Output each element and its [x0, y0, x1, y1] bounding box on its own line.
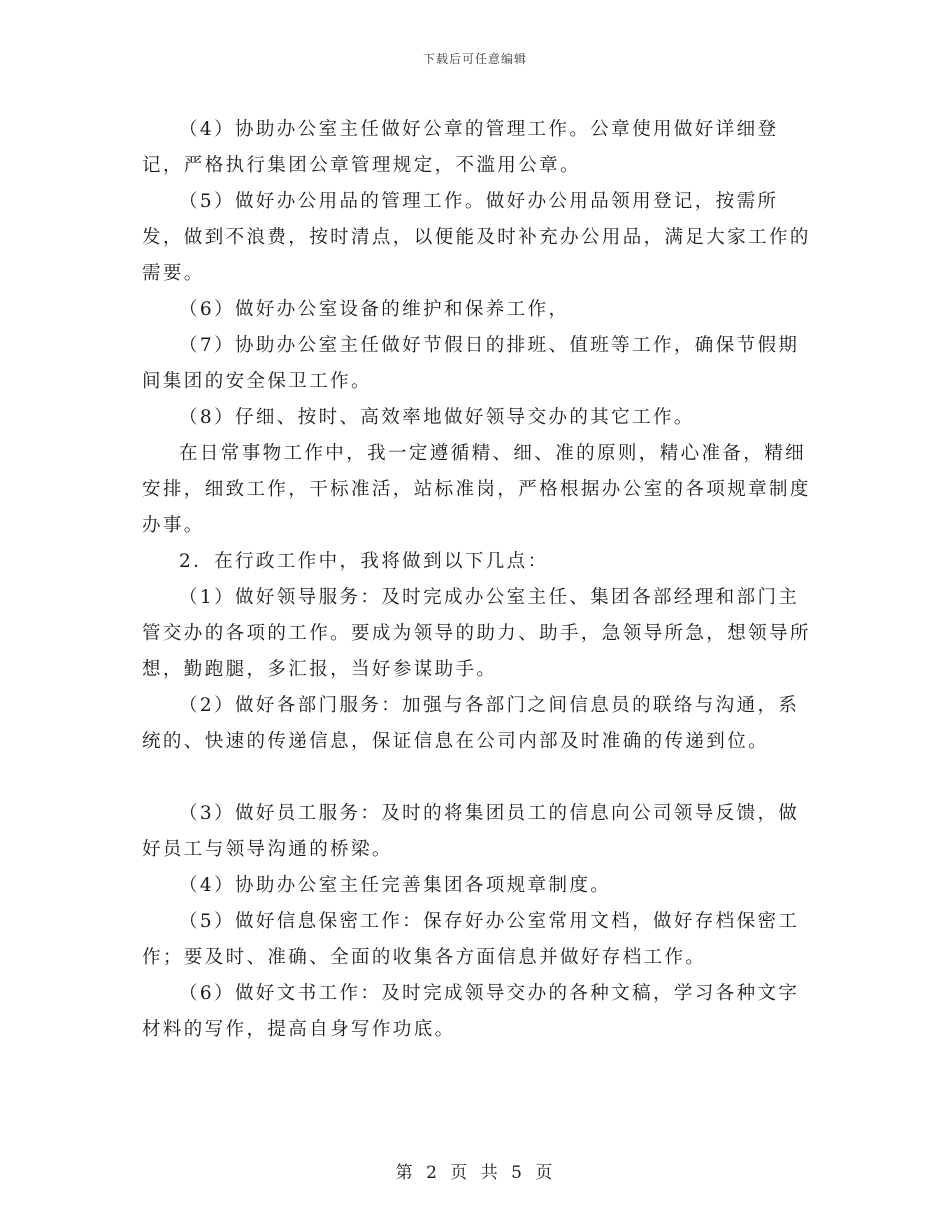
paragraph-admin-item-4: （4）协助办公室主任完善集团各项规章制度。: [179, 875, 612, 896]
paragraph-admin-item-2: （2）做好各部门服务：加强与各部门之间信息员的联络与沟通，系统的、快速的传递信息，保证信息在公司内部及时准确的传递到位。: [142, 695, 800, 752]
paragraph-admin-item-3: （3）做好员工服务：及时的将集团员工的信息向公司领导反馈，做好员工与领导沟通的桥梁。: [142, 803, 800, 860]
paragraph-item-7: （7）协助办公室主任做好节假日的排班、值班等工作，确保节假期间集团的安全保卫工作。: [142, 335, 800, 392]
paragraph-item-6: （6）做好办公室设备的维护和保养工作，: [179, 299, 570, 320]
paragraph-admin-item-1: （1）做好领导服务：及时完成办公室主任、集团各部经理和部门主管交办的各项的工作。要成为领导的助力、助手，急领导所急，想领导所想，勤跑腿，多汇报，当好参谋助手。: [142, 587, 811, 680]
paragraph-daily-work: 在日常事物工作中，我一定遵循精、细、准的原则，精心准备，精细安排，细致工作，干标准活，站标准岗，严格根据办公室的各项规章制度办事。: [142, 443, 811, 536]
document-body: [142, 112, 812, 1048]
paragraph-admin-item-5: （5）做好信息保密工作：保存好办公室常用文档，做好存档保密工作；要及时、准确、全面的收集各方面信息并做好存档工作。: [142, 911, 800, 968]
paragraph-admin-item-6: （6）做好文书工作：及时完成领导交办的各种文稿，学习各种文字材料的写作，提高自身写作功底。: [142, 983, 800, 1040]
paragraph-item-5: （5）做好办公用品的管理工作。做好办公用品领用登记，按需所发，做到不浪费，按时清点，以便能及时补充办公用品，满足大家工作的需要。: [142, 191, 811, 284]
paragraph-section-2-heading: 2．在行政工作中，我将做到以下几点：: [179, 551, 549, 572]
paragraph-item-8: （8）仔细、按时、高效率地做好领导交办的其它工作。: [179, 407, 695, 428]
page-number-footer: 第 2 页 共 5 页: [395, 1163, 555, 1183]
page-header: 下载后可任意编辑: [422, 52, 527, 66]
paragraph-item-4: （4）协助办公室主任做好公章的管理工作。公章使用做好详细登记，严格执行集团公章管理规定，不滥用公章。: [142, 119, 779, 176]
